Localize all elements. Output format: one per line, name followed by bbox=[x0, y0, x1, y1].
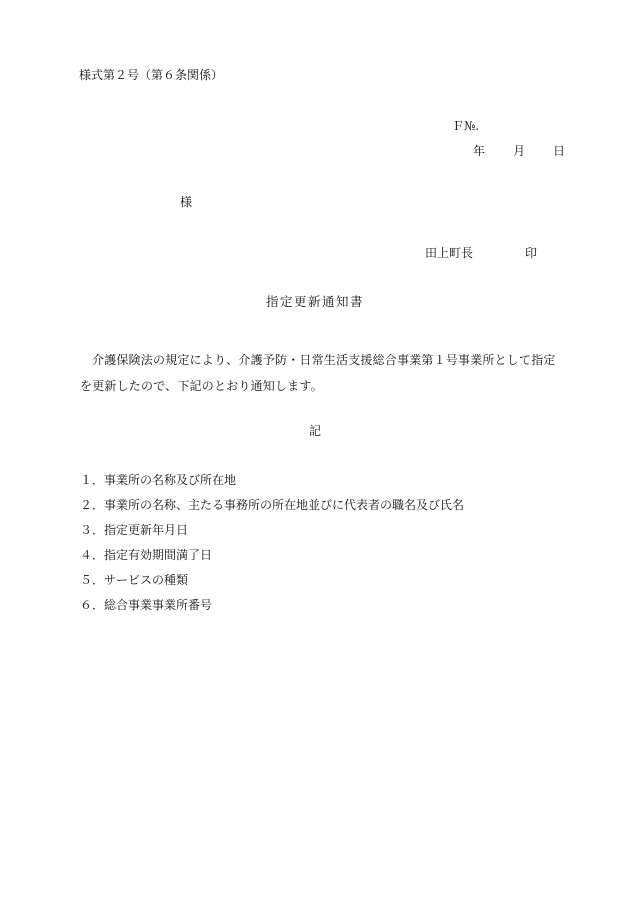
item-number: ４． bbox=[80, 548, 105, 562]
date-year-label: 年 bbox=[473, 144, 486, 158]
f-number-label: Ｆ№. bbox=[452, 119, 480, 133]
form-number: 様式第２号（第６条関係） bbox=[79, 68, 224, 82]
item-text: 事業所の名称及び所在地 bbox=[104, 473, 237, 487]
list-item bbox=[80, 474, 464, 499]
item-number: ５． bbox=[80, 573, 105, 587]
date-line bbox=[473, 145, 565, 157]
item-number: ２． bbox=[80, 498, 105, 512]
addressee-honorific: 様 bbox=[180, 195, 193, 209]
item-number: １． bbox=[80, 473, 105, 487]
item-number: ６． bbox=[80, 598, 105, 612]
item-number: ３． bbox=[80, 523, 105, 537]
seal-mark: 印 bbox=[525, 246, 538, 260]
item-text: 指定有効期間満了日 bbox=[104, 548, 213, 562]
issuer-line bbox=[425, 247, 537, 259]
date-month-label: 月 bbox=[513, 144, 526, 158]
ki-heading: 記 bbox=[308, 424, 321, 438]
item-text: 事業所の名称、主たる事務所の所在地並びに代表者の職名及び氏名 bbox=[104, 498, 465, 512]
list-item bbox=[80, 599, 464, 624]
body-paragraph: 介護保険法の規定により、介護予防・日常生活支援総合事業第１号事業所として指定を更新したので、下記のとおり通知します。 bbox=[80, 353, 556, 393]
item-text: 指定更新年月日 bbox=[104, 523, 189, 537]
date-day-label: 日 bbox=[553, 144, 566, 158]
item-text: サービスの種類 bbox=[104, 573, 189, 587]
item-list bbox=[80, 474, 464, 624]
issuer-name: 田上町長 bbox=[425, 246, 474, 260]
list-item bbox=[80, 499, 464, 524]
item-text: 総合事業事業所番号 bbox=[104, 598, 213, 612]
list-item bbox=[80, 524, 464, 549]
list-item bbox=[80, 549, 464, 574]
document-title: 指定更新通知書 bbox=[265, 294, 364, 309]
list-item bbox=[80, 574, 464, 599]
